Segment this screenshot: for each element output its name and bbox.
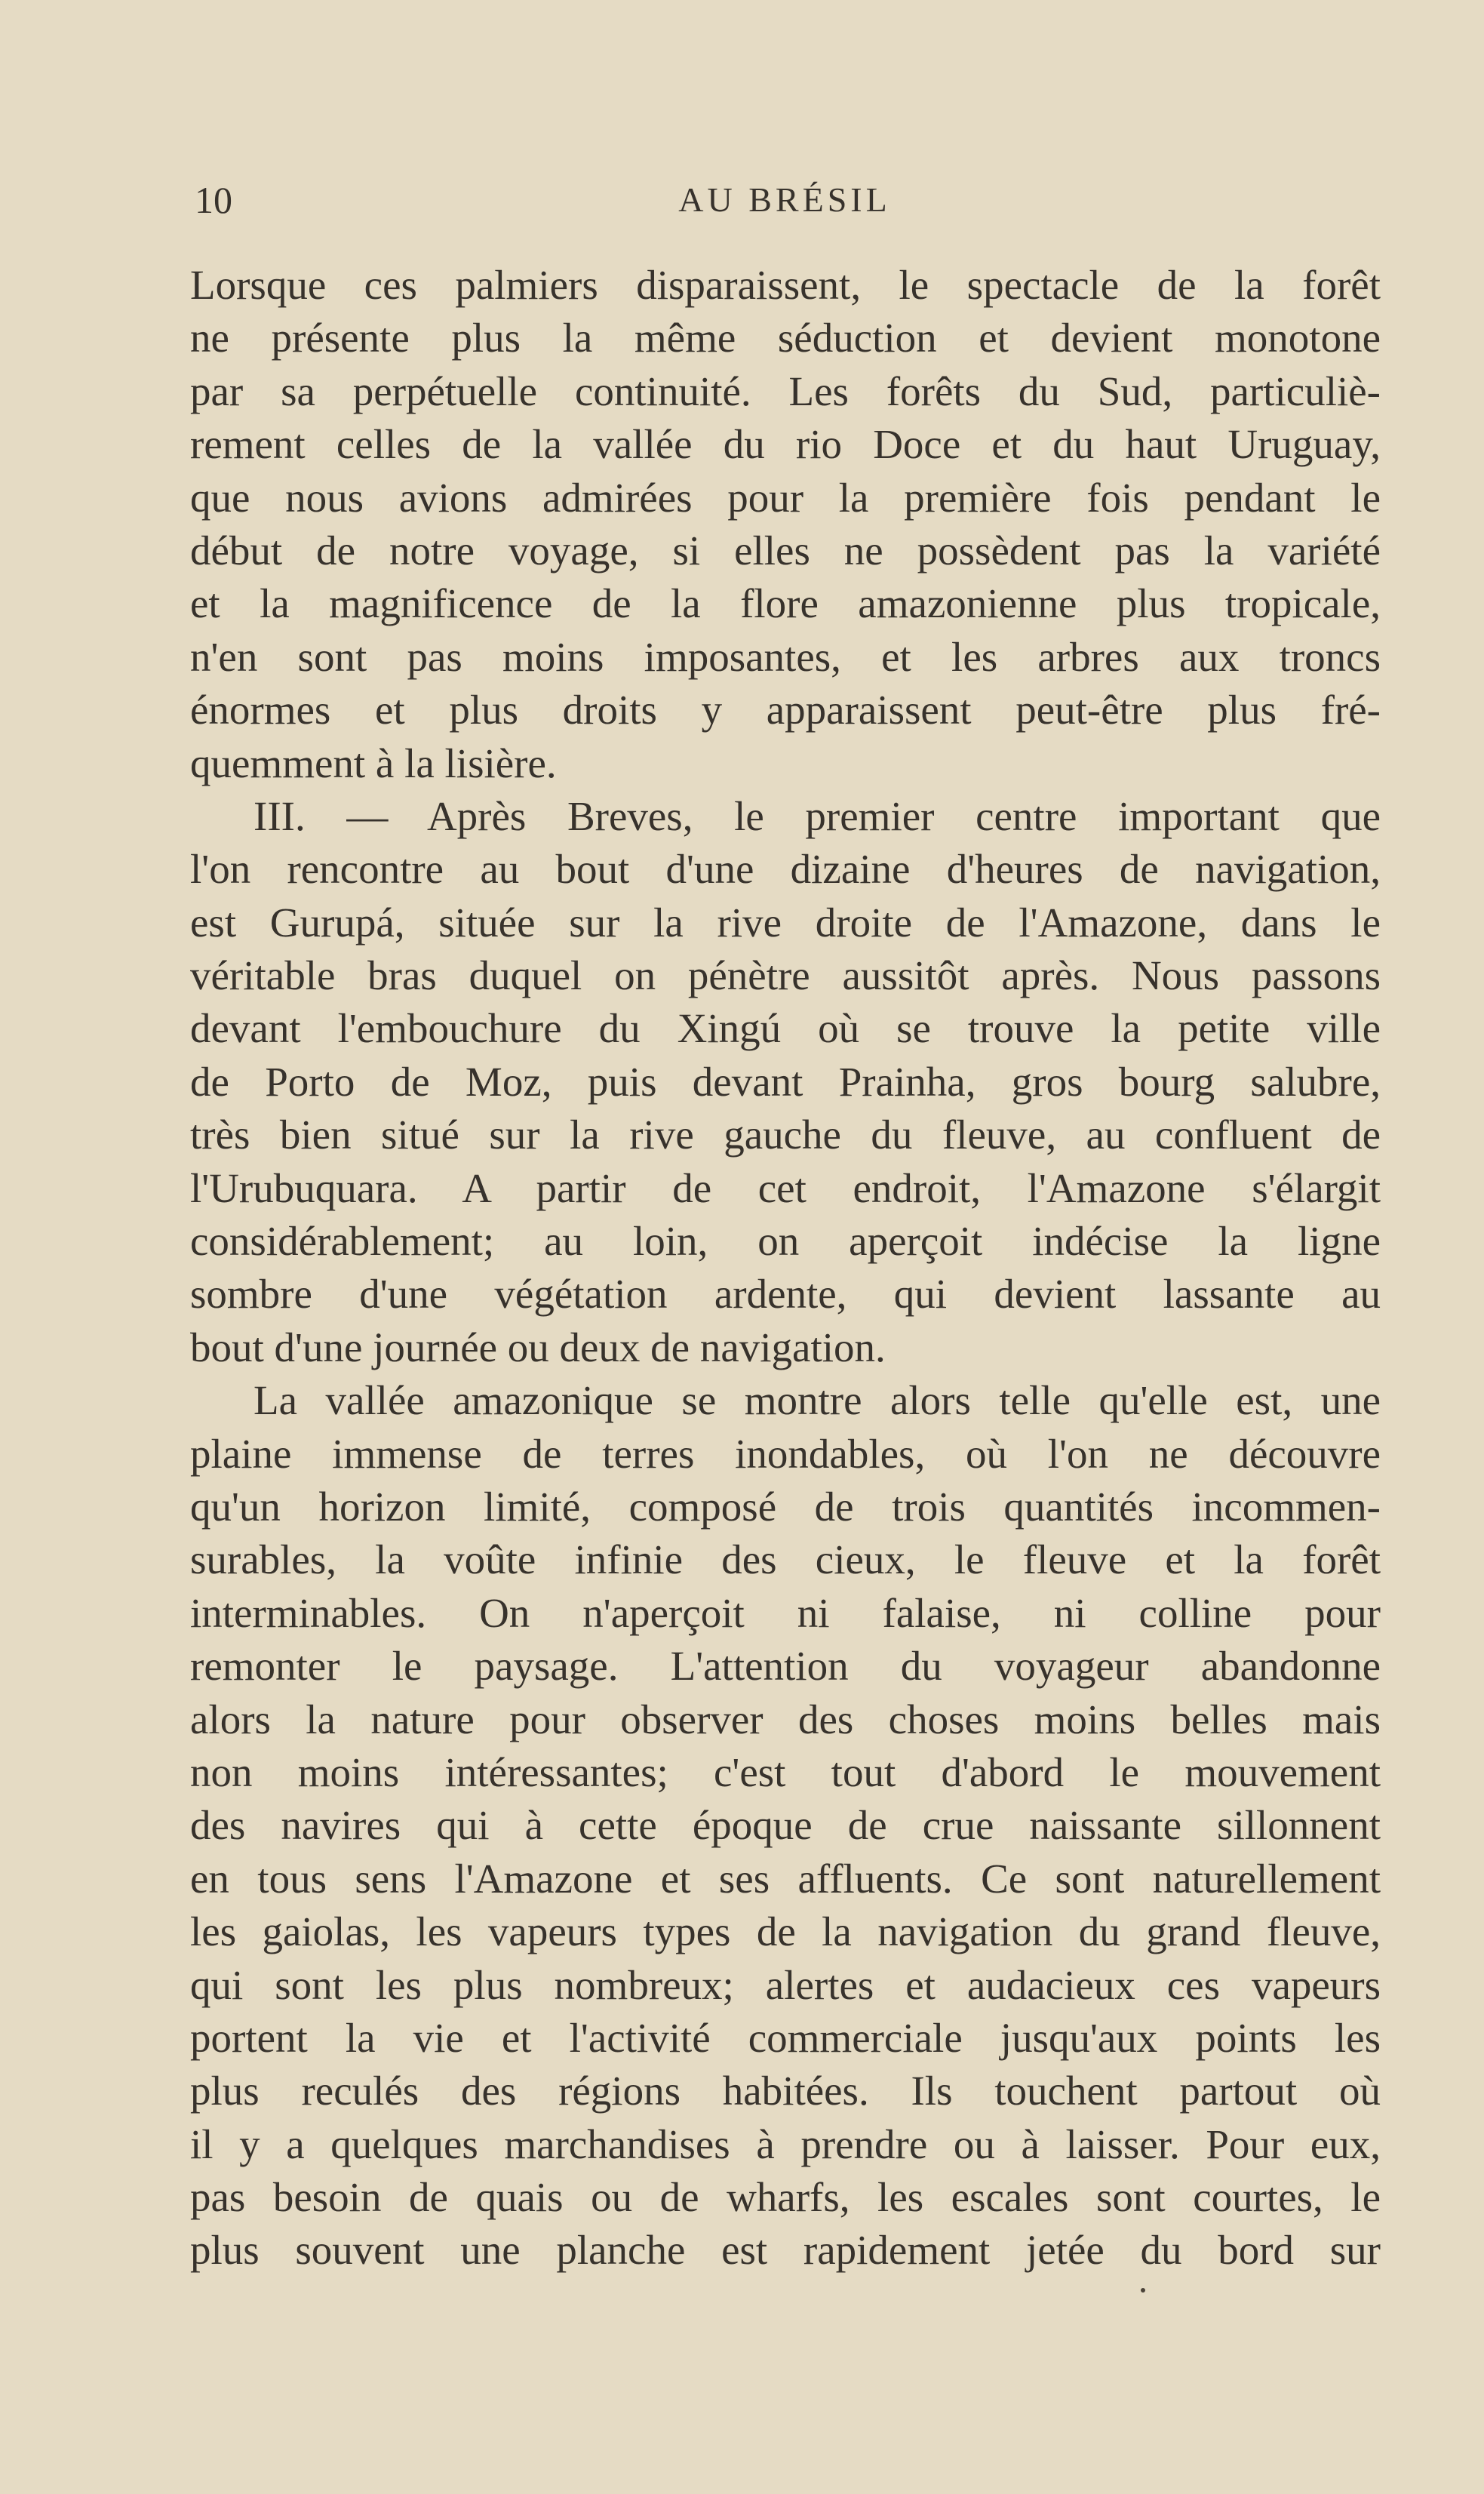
text-line: en tous sens l'Amazone et ses affluents. Ce sont naturellement	[190, 1855, 1381, 1902]
text-line: surables, la voûte infinie des cieux, le fleuve et la forêt	[190, 1536, 1381, 1583]
text-line: de Porto de Moz, puis devant Prainha, gros bourg salubre,	[190, 1058, 1381, 1105]
text-line: quemment à la lisière.	[190, 740, 557, 786]
text-line: les gaiolas, les vapeurs types de la navigation du grand fleuve,	[190, 1908, 1381, 1955]
text-line: et la magnificence de la flore amazonienne plus tropicale,	[190, 580, 1381, 627]
print-speck	[1141, 2288, 1145, 2293]
text-line: plus souvent une planche est rapidement jetée du bord sur	[190, 2227, 1381, 2274]
text-line: il y a quelques marchandises à prendre ou à laisser. Pour eux,	[190, 2120, 1381, 2167]
text-line: sombre d'une végétation ardente, qui devient lassante au	[190, 1271, 1381, 1318]
text-line: qu'un horizon limité, composé de trois quantités incommen-	[190, 1483, 1381, 1530]
text-line: considérablement; au loin, on aperçoit indécise la ligne	[190, 1218, 1381, 1265]
text-line: rement celles de la vallée du rio Doce et du haut Uruguay,	[190, 421, 1381, 468]
text-line: plus reculés des régions habitées. Ils touchent partout où	[190, 2068, 1381, 2114]
text-line: par sa perpétuelle continuité. Les forêts du Sud, particuliè-	[190, 367, 1381, 414]
text-line: bout d'une journée ou deux de navigation.	[190, 1324, 886, 1370]
text-line: III. — Après Breves, le premier centre important que	[253, 792, 1381, 839]
text-line: remonter le paysage. L'attention du voyageur abandonne	[190, 1643, 1381, 1690]
text-line: qui sont les plus nombreux; alertes et audacieux ces vapeurs	[190, 1961, 1381, 2008]
text-line: non moins intéressantes; c'est tout d'abord le mouvement	[190, 1748, 1381, 1795]
running-title: AU BRÉSIL	[678, 180, 891, 219]
text-line: interminables. On n'aperçoit ni falaise, ni colline pour	[190, 1589, 1381, 1636]
text-line: que nous avions admirées pour la première fois pendant le	[190, 474, 1381, 521]
text-line: alors la nature pour observer des choses moins belles mais	[190, 1696, 1381, 1742]
text-line: début de notre voyage, si elles ne possèdent pas la variété	[190, 527, 1381, 574]
text-line: Lorsque ces palmiers disparaissent, le spectacle de la forêt	[190, 262, 1381, 308]
text-line: portent la vie et l'activité commerciale jusqu'aux points les	[190, 2014, 1381, 2061]
text-line: énormes et plus droits y apparaissent peut-être plus fré-	[190, 687, 1381, 733]
text-line: l'Urubuquara. A partir de cet endroit, l'Amazone s'élargit	[190, 1164, 1381, 1211]
page-number: 10	[195, 179, 232, 221]
text-line: La vallée amazonique se montre alors telle qu'elle est, une	[253, 1377, 1381, 1424]
text-line: devant l'embouchure du Xingú où se trouve la petite ville	[190, 1005, 1381, 1052]
text-line: véritable bras duquel on pénètre aussitôt après. Nous passons	[190, 952, 1381, 999]
text-line: des navires qui à cette époque de crue naissante sillonnent	[190, 1802, 1381, 1849]
text-line: est Gurupá, située sur la rive droite de l'Amazone, dans le	[190, 899, 1381, 946]
text-line: plaine immense de terres inondables, où l'on ne découvre	[190, 1430, 1381, 1477]
body-text	[190, 259, 1381, 2277]
text-line: ne présente plus la même séduction et devient monotone	[190, 315, 1381, 361]
text-line: très bien situé sur la rive gauche du fleuve, au confluent de	[190, 1112, 1381, 1158]
text-line: l'on rencontre au bout d'une dizaine d'heures de navigation,	[190, 846, 1381, 893]
text-line: pas besoin de quais ou de wharfs, les escales sont courtes, le	[190, 2174, 1381, 2221]
text-line: n'en sont pas moins imposantes, et les arbres aux troncs	[190, 633, 1381, 680]
